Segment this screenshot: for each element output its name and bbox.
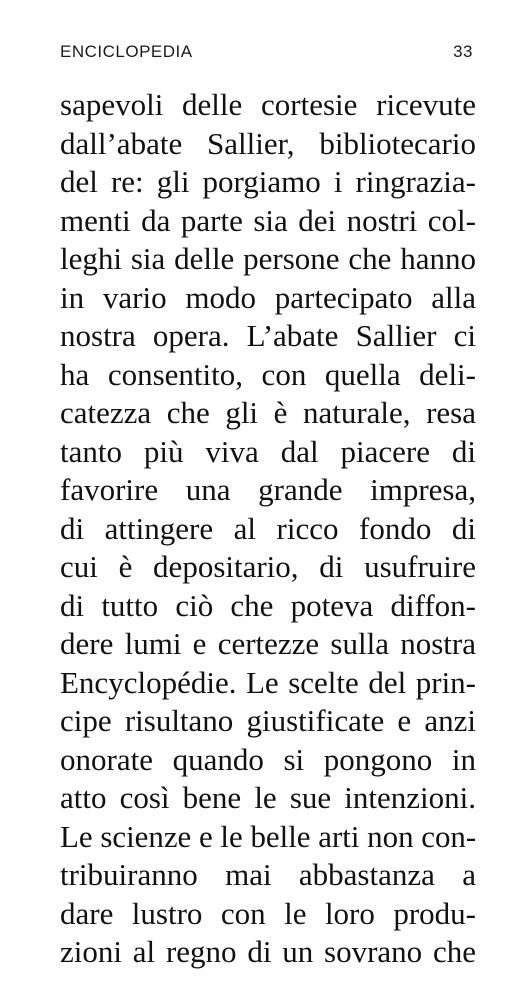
- text-line: Le scienze e le belle arti non con-: [60, 818, 477, 854]
- text-line: di attingere al ricco fondo di: [60, 510, 476, 546]
- running-header: [60, 42, 473, 66]
- text-line: tribuiranno mai abbastanza a: [60, 857, 476, 892]
- text-line: catezza che gli è naturale, resa: [60, 395, 476, 430]
- text-line: atto così bene le sue intenzioni.: [60, 780, 476, 815]
- text-line: tanto più viva dal piacere di: [60, 433, 476, 469]
- text-line: onorate quando si pongono in: [60, 741, 476, 777]
- body-text: [60, 86, 476, 972]
- text-line: ha consentito, con quella deli-: [60, 356, 476, 392]
- text-line: dare lustro con le loro produ-: [60, 895, 476, 931]
- text-line: zioni al regno di un sovrano che: [60, 934, 476, 969]
- text-line: in vario modo partecipato alla: [60, 279, 476, 315]
- text-line: menti da parte sia dei nostri col-: [60, 202, 476, 238]
- text-line: del re: gli porgiamo i ringrazia-: [60, 164, 476, 199]
- page-number: 33: [453, 42, 473, 61]
- text-line: sapevoli delle cortesie ricevute: [60, 87, 476, 122]
- section-title: ENCICLOPEDIA: [60, 42, 193, 61]
- text-line: di tutto ciò che poteva diffon-: [60, 587, 476, 623]
- text-line: Encyclopédie. Le scelte del prin-: [60, 664, 476, 700]
- text-line: cui è depositario, di usufruire: [60, 549, 476, 584]
- text-line: dere lumi e certezze sulla nostra: [60, 626, 476, 661]
- text-line: nostra opera. L’abate Sallier ci: [60, 318, 476, 353]
- text-line: dall’abate Sallier, bibliotecario: [60, 125, 476, 161]
- text-line: leghi sia delle persone che hanno: [60, 241, 476, 276]
- text-line: favorire una grande impresa,: [60, 472, 476, 507]
- text-line: cipe risultano giustificate e anzi: [60, 703, 476, 738]
